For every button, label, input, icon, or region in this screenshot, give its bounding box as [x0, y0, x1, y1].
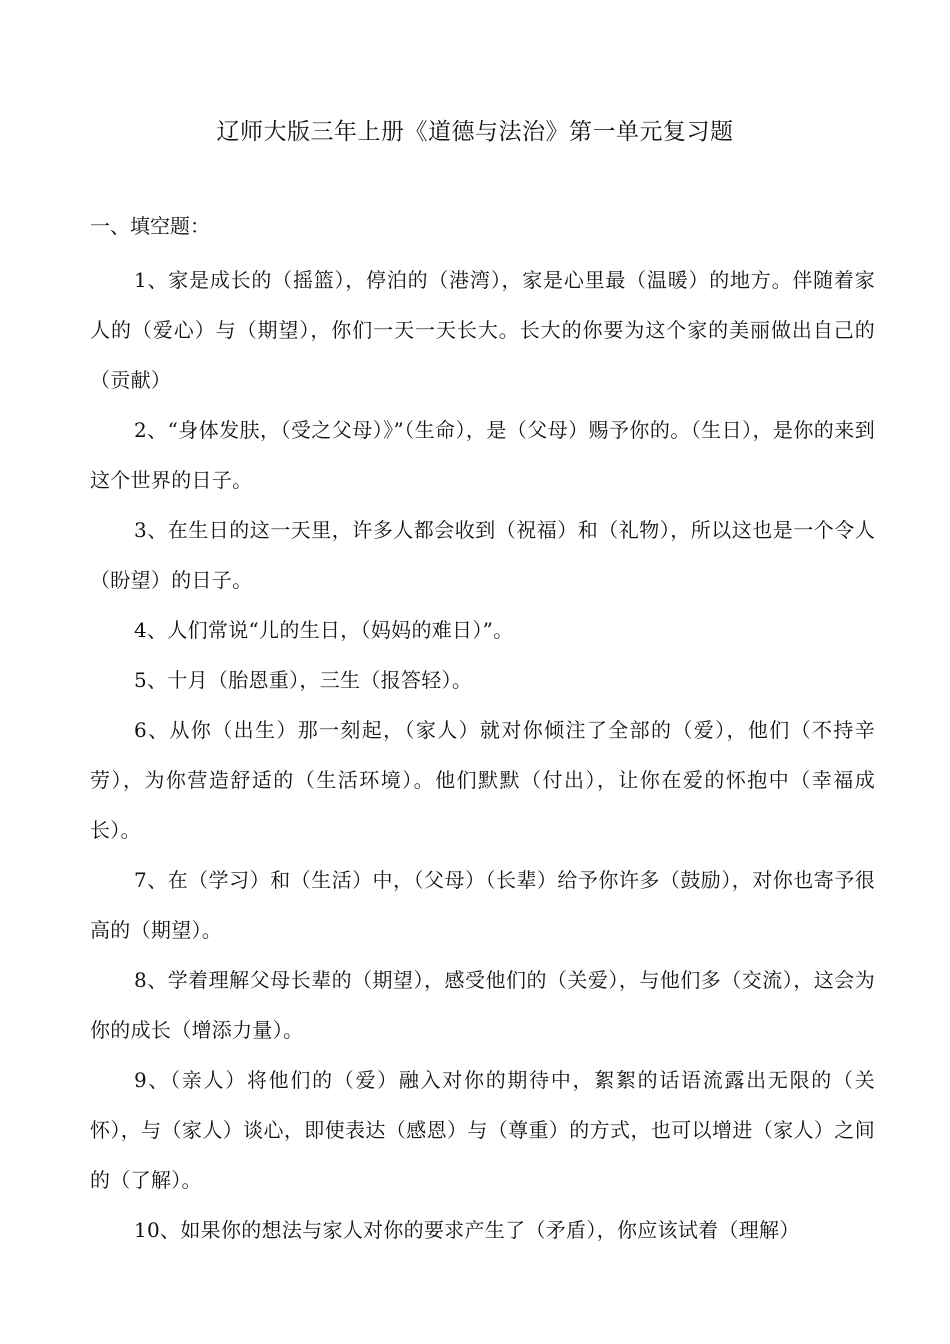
question-item: 1、家是成长的（摇篮），停泊的（港湾），家是心里最（温暖）的地方。伴随着家人的（爱心）与（期望），你们一天一天长大。长大的你要为这个家的美丽做出自己的（贡献）	[90, 268, 875, 392]
question-item: 6、从你（出生）那一刻起，（家人）就对你倾注了全部的（爱），他们（不持辛劳），为你营造舒适的（生活环境）。他们默默（付出），让你在爱的怀抱中（幸福成长）。	[90, 718, 875, 842]
question-item: 10、如果你的想法与家人对你的要求产生了（矛盾），你应该试着（理解）	[134, 1218, 800, 1242]
question-item: 7、在（学习）和（生活）中，（父母）（长辈）给予你许多（鼓励），对你也寄予很高的（期望）。	[90, 868, 875, 942]
question-item: 8、学着理解父母长辈的（期望），感受他们的（关爱），与他们多（交流），这会为你的成长（增添力量）。	[90, 968, 875, 1042]
question-item: 4、人们常说“儿的生日，（妈妈的难日）”。	[134, 618, 514, 642]
section-heading-fill-in-blanks: 一、填空题：	[90, 214, 210, 238]
question-item: 3、在生日的这一天里，许多人都会收到（祝福）和（礼物），所以这也是一个令人（盼望）的日子。	[90, 518, 875, 592]
question-item: 2、“身体发肤，（受之父母）》”（生命），是（父母）赐予你的。（生日），是你的来到这个世界的日子。	[90, 418, 875, 492]
question-item: 9、（亲人）将他们的（爱）融入对你的期待中，絮絮的话语流露出无限的（关怀），与（家人）谈心，即使表达（感恩）与（尊重）的方式，也可以增进（家人）之间的（了解）。	[90, 1068, 875, 1192]
question-list	[90, 255, 875, 1255]
question-item: 5、十月（胎恩重），三生（报答轻）。	[134, 668, 473, 692]
document-title: 辽师大版三年上册《道德与法治》第一单元复习题	[216, 119, 734, 145]
